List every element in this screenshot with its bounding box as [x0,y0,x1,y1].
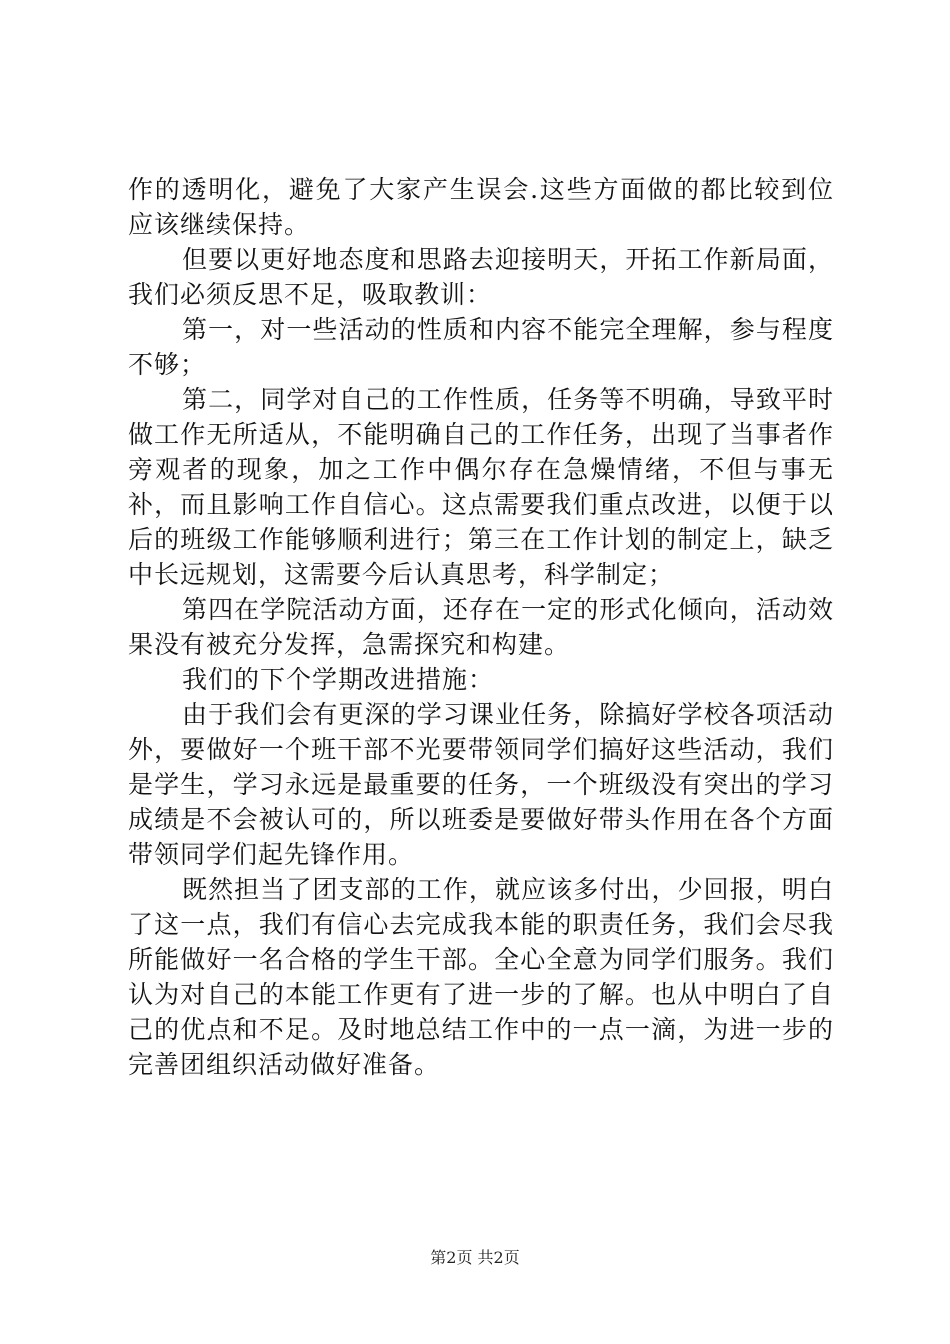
paragraph-6: 我们的下个学期改进措施： [182,665,495,694]
paragraph-8: 既然担当了团支部的工作，就应该多付出，少回报，明白了这一点，我们有信心去完成我本能的职责任务，我们会尽我所能做好一名合格的学生干部。全心全意为同学们服务。我们认为对自己的本能工作更有了进一步的了解。也从中明白了自己的优点和不足。及时地总结工作中的一点一滴，为进一步的完善团组织活动做好准备。 [128,875,834,1079]
document-body [128,172,834,1082]
paragraph-5: 第四在学院活动方面，还存在一定的形式化倾向，活动效果没有被充分发挥，急需探究和构建。 [128,595,834,659]
paragraph-1: 作的透明化，避免了大家产生误会.这些方面做的都比较到位应该继续保持。 [128,175,834,239]
page-footer [0,1245,950,1268]
paragraph-3: 第一，对一些活动的性质和内容不能完全理解，参与程度不够； [128,315,834,379]
paragraph-2: 但要以更好地态度和思路去迎接明天，开拓工作新局面，我们必须反思不足，吸取教训： [128,245,834,309]
page-number-label: 第2页 共2页 [430,1248,520,1267]
paragraph-7: 由于我们会有更深的学习课业任务，除搞好学校各项活动外，要做好一个班干部不光要带领同学们搞好这些活动，我们是学生，学习永远是最重要的任务，一个班级没有突出的学习成绩是不会被认可的，所以班委是要做好带头作用在各个方面带领同学们起先锋作用。 [128,700,834,869]
paragraph-4: 第二，同学对自己的工作性质，任务等不明确，导致平时做工作无所适从，不能明确自己的工作任务，出现了当事者作旁观者的现象，加之工作中偶尔存在急燥情绪，不但与事无补，而且影响工作自信心。这点需要我们重点改进，以便于以后的班级工作能够顺利进行；第三在工作计划的制定上，缺乏中长远规划，这需要今后认真思考，科学制定； [128,385,834,589]
